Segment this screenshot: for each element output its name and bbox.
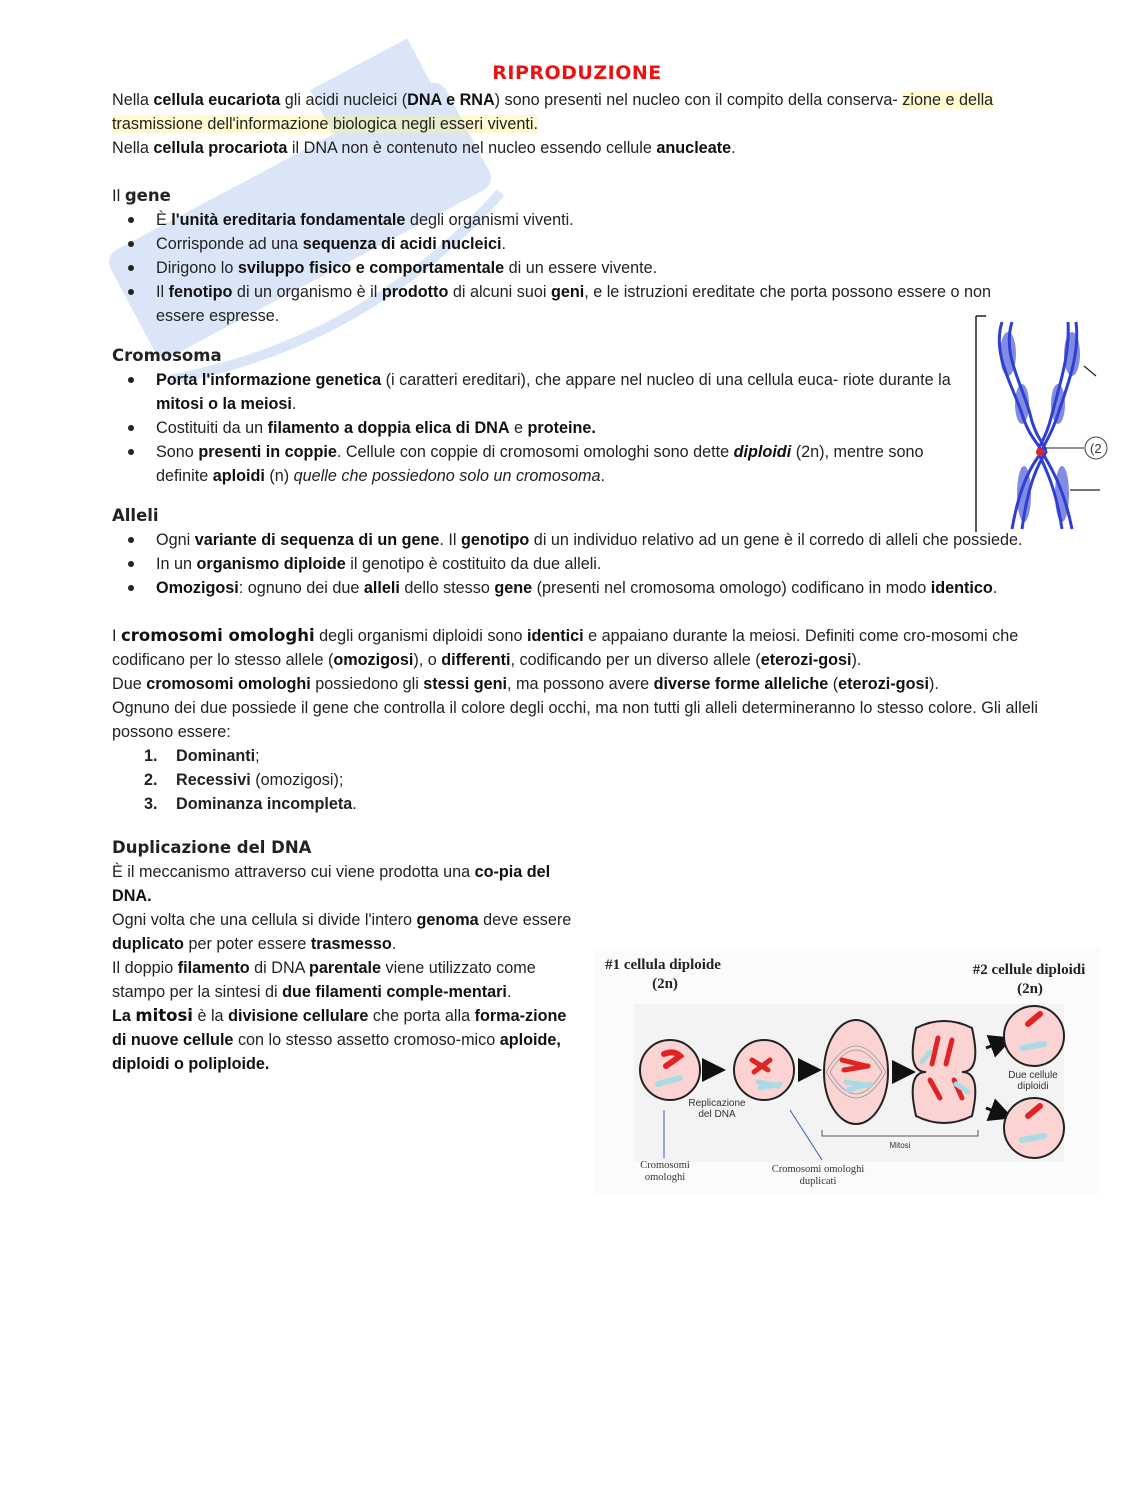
duplicazione-section xyxy=(112,836,582,1076)
intro-paragraph-eucariota: Nella cellula eucariota gli acidi nucleici (DNA e RNA) sono presenti nel nucleo con il compito della conserva- zione e della trasmissione dell'informazione biologica negli esseri viventi. xyxy=(112,91,994,133)
cell-3 xyxy=(824,1020,888,1124)
duplicazione-paragraph-3: Il doppio filamento di DNA parentale viene utilizzato come stampo per la sintesi di due filamenti comple-mentari. xyxy=(112,959,536,1001)
figure-title-1: #1 cellula diploide xyxy=(605,957,721,973)
document-body xyxy=(112,60,1042,1076)
chromosome-label: (2 xyxy=(1090,441,1102,456)
label-replicazione: Replicazione del DNA xyxy=(688,1098,746,1120)
gene-list xyxy=(112,208,1042,328)
section-heading-cromosoma: Cromosoma xyxy=(112,346,222,365)
section-heading-gene: Il gene xyxy=(112,186,171,205)
list-item: Dirigono lo sviluppo fisico e comportamentale di un essere vivente. xyxy=(156,256,1042,280)
omologhi-paragraph-2: Due cromosomi omologhi possiedono gli stessi geni, ma possono avere diverse forme alleliche (eterozi-gosi). xyxy=(112,675,939,693)
list-item: Il fenotipo di un organismo è il prodotto di alcuni suoi geni, e le istruzioni ereditate che porta possono essere o non essere espresse. xyxy=(156,280,1042,328)
list-item: Sono presenti in coppie. Cellule con coppie di cromosomi omologhi sono dette diploidi (2n), mentre sono definite aploidi (n) quelle che possiedono solo un cromosoma. xyxy=(156,440,956,488)
figure-title-2: #2 cellule diploidi xyxy=(972,962,1086,978)
cell-1 xyxy=(640,1040,700,1100)
figure-title-1-sub: (2n) xyxy=(652,976,678,992)
list-item: 2. Recessivi (omozigosi); xyxy=(144,771,344,789)
label-mitosi: Mitosi xyxy=(889,1141,911,1150)
omologhi-paragraph-1: I cromosomi omologhi degli organismi diploidi sono identici e appaiano durante la meiosi. Definiti come cro-mosomi che codificano per lo stesso allele (omozigosi), o differenti, codificando per un diverso allele (eterozi-gosi). xyxy=(112,626,1019,669)
list-item: Ogni variante di sequenza di un gene. Il genotipo di un individuo relativo ad un gene è il corredo di alleli che possiede. xyxy=(156,528,1042,552)
list-item: È l'unità ereditaria fondamentale degli organismi viventi. xyxy=(156,208,1042,232)
alleli-list xyxy=(112,528,1042,600)
cromosoma-list xyxy=(112,368,956,488)
list-item: Porta l'informazione genetica (i caratteri ereditari), che appare nel nucleo di una cellula euca- riote durante la mitosi o la meiosi. xyxy=(156,368,956,416)
mitosis-figure xyxy=(594,948,1100,1194)
omologhi-paragraph-3: Ognuno dei due possiede il gene che controlla il colore degli occhi, ma non tutti gli alleli determineranno lo stesso colore. Gli alleli possono essere: xyxy=(112,699,1038,741)
list-item: 3. Dominanza incompleta. xyxy=(144,795,357,813)
chromosome-image xyxy=(972,314,1100,536)
list-item: Corrisponde ad una sequenza di acidi nucleici. xyxy=(156,232,1042,256)
alleli-types-list xyxy=(112,744,1042,816)
duplicazione-paragraph-2: Ogni volta che una cellula si divide l'intero genoma deve essere duplicato per poter essere trasmesso. xyxy=(112,911,572,953)
duplicazione-paragraph-4: La mitosi è la divisione cellulare che porta alla forma-zione di nuove cellule con lo stesso assetto cromoso-mico aploide, diploidi o poliploide. xyxy=(112,1006,567,1073)
label-due-cellule: Due cellule diploidi xyxy=(1008,1070,1058,1092)
daughter-cell-1 xyxy=(1004,1006,1064,1066)
list-item: Costituiti da un filamento a doppia elica di DNA e proteine. xyxy=(156,416,956,440)
intro-paragraph-procariota: Nella cellula procariota il DNA non è contenuto nel nucleo essendo cellule anucleate. xyxy=(112,139,736,157)
duplicazione-paragraph-1: È il meccanismo attraverso cui viene prodotta una co-pia del DNA. xyxy=(112,863,551,905)
list-item: Omozigosi: ognuno dei due alleli dello stesso gene (presenti nel cromosoma omologo) codificano in modo identico. xyxy=(156,576,1042,600)
label-cromosomi-duplicati: Cromosomi omologhi duplicati xyxy=(771,1164,865,1187)
section-heading-duplicazione: Duplicazione del DNA xyxy=(112,838,312,857)
cell-4 xyxy=(913,1021,976,1123)
daughter-cell-2 xyxy=(1004,1098,1064,1158)
page-title: RIPRODUZIONE xyxy=(492,62,662,84)
list-item: 1. Dominanti; xyxy=(144,747,260,765)
section-heading-alleli: Alleli xyxy=(112,506,159,525)
label-cromosomi-omologhi: Cromosomi omologhi xyxy=(640,1160,690,1183)
figure-title-2-sub: (2n) xyxy=(1017,981,1043,997)
list-item: In un organismo diploide il genotipo è costituito da due alleli. xyxy=(156,552,1042,576)
